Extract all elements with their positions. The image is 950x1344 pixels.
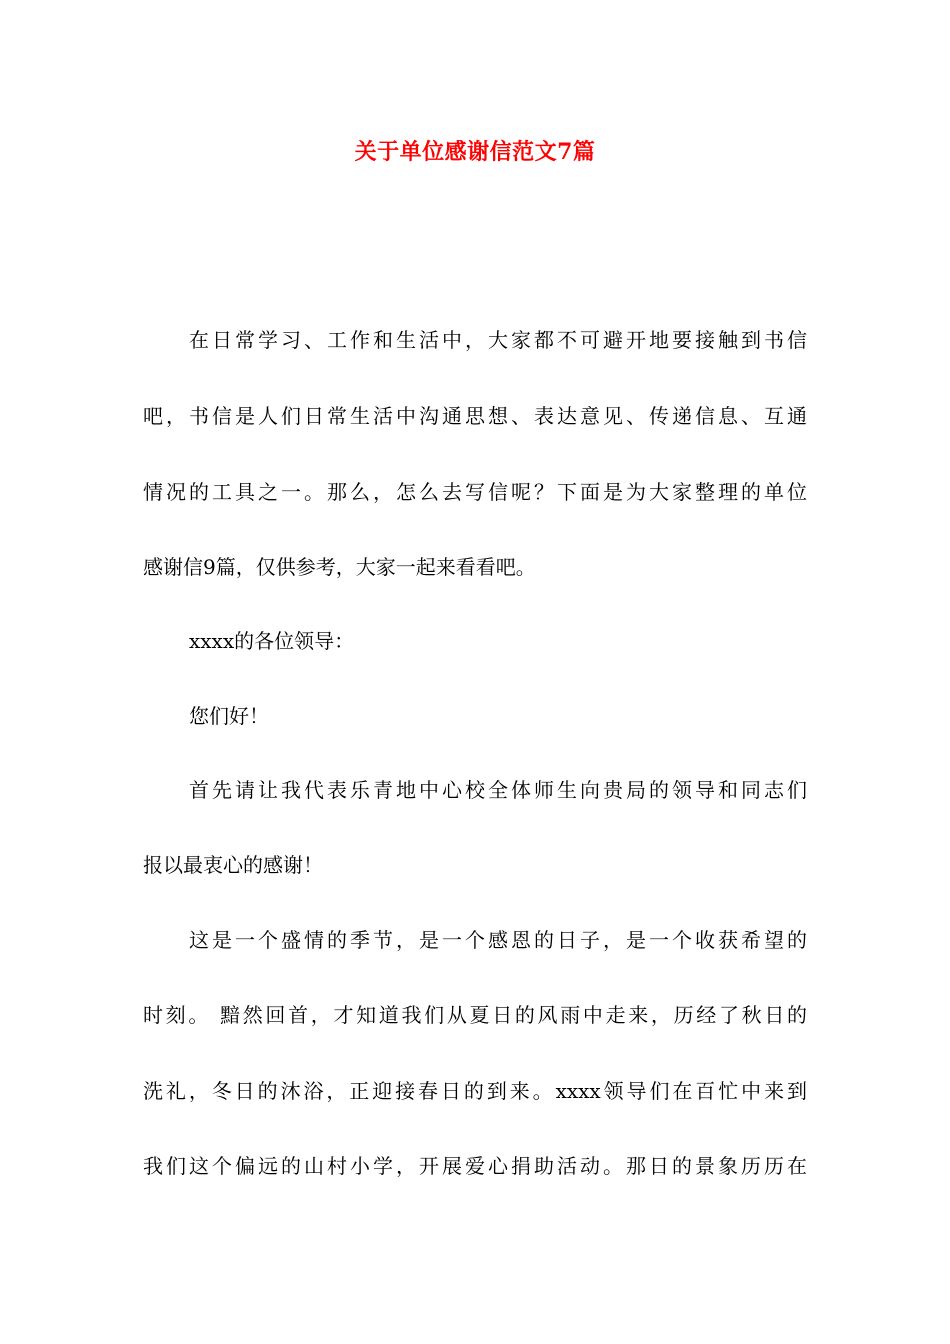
- body-line: 我们这个偏远的山村小学，开展爱心捐助活动。那日的景象历历在: [143, 1154, 807, 1178]
- body-line: 情况的工具之一。那么，怎么去写信呢？下面是为大家整理的单位: [143, 480, 807, 504]
- body-line: 报以最衷心的感谢！: [143, 853, 323, 877]
- greeting: 您们好！: [189, 704, 269, 728]
- salutation: xxxx的各位领导：: [189, 629, 355, 653]
- body-line: 时刻。 黯然回首，才知道我们从夏日的风雨中走来，历经了秋日的: [143, 1003, 807, 1027]
- body-line: 吧，书信是人们日常生活中沟通思想、表达意见、传递信息、互通: [143, 404, 807, 428]
- document-title: 关于单位感谢信范文7篇: [354, 139, 596, 165]
- body-line: 洗礼，冬日的沐浴，正迎接春日的到来。xxxx领导们在百忙中来到: [143, 1079, 807, 1103]
- body-line: 在日常学习、工作和生活中，大家都不可避开地要接触到书信: [189, 328, 807, 352]
- body-line: 感谢信9篇，仅供参考，大家一起来看看吧。: [143, 555, 536, 579]
- body-line: 首先请让我代表乐青地中心校全体师生向贵局的领导和同志们: [189, 778, 807, 802]
- body-line: 这是一个盛情的季节，是一个感恩的日子，是一个收获希望的: [189, 928, 807, 952]
